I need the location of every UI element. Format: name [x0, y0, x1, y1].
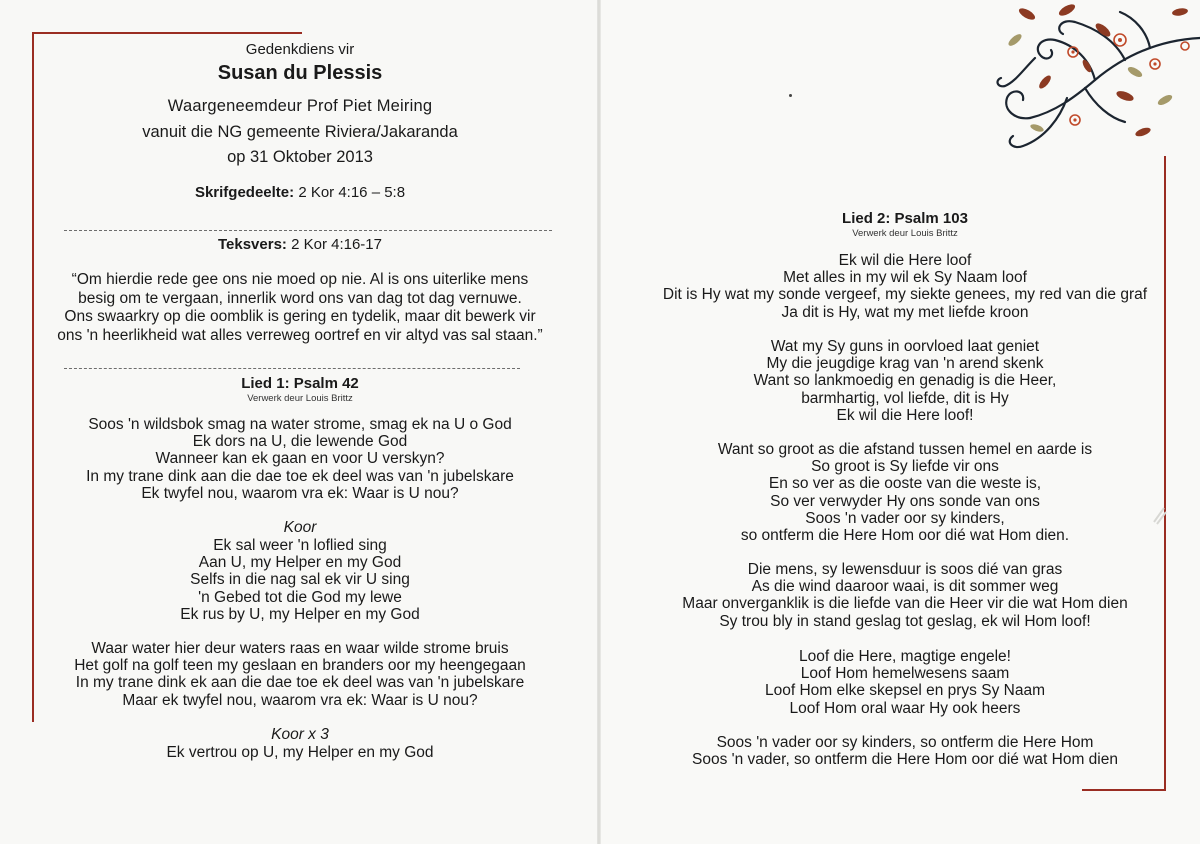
lyric-line: Soos 'n vader oor sy kinders,: [805, 509, 1005, 527]
lyric-line: Aan U, my Helper en my God: [198, 554, 402, 572]
textvers-quote: [40, 271, 560, 345]
lyric-line: Ja dit is Hy, wat my met liefde kroon: [781, 303, 1029, 321]
lyric-line: So ver verwyder Hy ons sonde van ons: [770, 492, 1040, 510]
congregation-line: vanuit die NG gemeente Riviera/Jakaranda: [142, 123, 458, 141]
song1-chorus-repeat-label: Koor x 3: [271, 726, 329, 743]
lyric-line: Met alles in my wil ek Sy Naam loof: [783, 269, 1027, 287]
song2-credit: Verwerk deur Louis Brittz: [852, 228, 958, 239]
lyric-line: Loof Hom hemelwesens saam: [800, 665, 1010, 683]
lyric-line: Ek wil die Here loof: [838, 252, 972, 269]
song1-verse2: [40, 640, 560, 709]
lyric-line: Soos 'n vader oor sy kinders, so ontferm die Here Hom: [716, 734, 1094, 751]
lyric-line: Dit is Hy wat my sonde vergeef, my siekte genees, my red van die graf: [662, 286, 1148, 304]
lyric-line: In my trane dink aan die dae toe ek deel was van 'n jubelskare: [86, 467, 514, 485]
lyric-line: Loof die Here, magtige engele!: [799, 648, 1011, 665]
page-fold: [597, 0, 601, 844]
lyric-line: Soos 'n vader, so ontferm die Here Hom oor dié wat Hom dien: [692, 751, 1118, 769]
paper-speck: [789, 94, 792, 97]
lyric-line: My die jeugdige krag van 'n arend skenk: [766, 355, 1044, 373]
song2-verse5: [620, 648, 1190, 717]
quote-line: besig om te vergaan, innerlik word ons van dag tot dag vernuwe.: [78, 289, 522, 307]
service-date: op 31 Oktober 2013: [227, 148, 373, 166]
lyric-line: In my trane dink ek aan die dae toe ek deel was van 'n jubelskare: [75, 674, 525, 692]
lyric-line: Selfs in die nag sal ek vir U sing: [190, 571, 410, 589]
song2-verse1: [620, 252, 1190, 321]
lyric-line: Loof Hom elke skepsel en prys Sy Naam: [765, 682, 1045, 700]
lyric-line: 'n Gebed tot die God my lewe: [198, 588, 402, 606]
quote-line: ons 'n heerlikheid wat alles verreweg oortref en vir altyd vas sal staan.”: [57, 326, 543, 344]
song2-title: Lied 2: Psalm 103: [842, 210, 968, 227]
lyric-line: Die mens, sy lewensduur is soos dié van gras: [747, 561, 1063, 578]
lyric-line: Wat my Sy guns in oorvloed laat geniet: [770, 338, 1040, 355]
lyric-line: Ek twyfel nou, waarom vra ek: Waar is U nou?: [141, 484, 459, 502]
song2-verse2: [620, 338, 1190, 424]
textvers-label: Teksvers:: [217, 236, 287, 253]
paper-mark: [1150, 500, 1170, 528]
lyric-line: Loof Hom oral waar Hy ook heers: [789, 699, 1021, 717]
lyric-line: Ek rus by U, my Helper en my God: [180, 605, 420, 623]
lyric-line: Ek vertrou op U, my Helper en my God: [166, 744, 434, 761]
lyric-line: En so ver as die ooste van die weste is,: [768, 475, 1042, 493]
lyric-line: Ek wil die Here loof!: [836, 406, 974, 424]
quote-line: “Om hierdie rede gee ons nie moed op nie. Al is ons uiterlike mens: [71, 271, 529, 288]
deceased-name: Susan du Plessis: [217, 62, 383, 84]
memorial-label: Gedenkdiens vir: [245, 41, 355, 58]
divider-top: [64, 230, 552, 231]
officiant-line: Waargeneemdeur Prof Piet Meiring: [167, 97, 433, 115]
song1-chorus-label: Koor: [283, 519, 317, 536]
lyric-line: Want so lankmoedig en genadig is die Heer,: [753, 372, 1057, 390]
lyric-line: Maar onverganklik is die liefde van die Heer vir die wat Hom dien: [682, 595, 1128, 613]
scripture-label: Skrifgedeelte:: [194, 184, 295, 201]
lyric-line: barmhartig, vol liefde, dit is Hy: [801, 389, 1009, 407]
scripture-line: [40, 184, 560, 201]
lyric-line: So groot is Sy liefde vir ons: [811, 458, 999, 476]
song2-verse3: [620, 441, 1190, 544]
lyric-line: Wanneer kan ek gaan en voor U verskyn?: [155, 450, 445, 468]
song2-verse4: [620, 561, 1190, 630]
song1-chorus: [40, 537, 560, 623]
song1-title: Lied 1: Psalm 42: [241, 375, 359, 392]
textvers-line: [40, 236, 560, 253]
divider-bottom: [64, 368, 520, 369]
lyric-line: As die wind daaroor waai, is dit sommer weg: [751, 578, 1059, 596]
song1-credit: Verwerk deur Louis Brittz: [247, 393, 353, 404]
quote-line: Ons swaarkry op die oomblik is gering en tydelik, maar dit bewerk vir: [64, 308, 536, 325]
lyric-line: Ek sal weer 'n loflied sing: [213, 537, 387, 554]
lyric-line: Soos 'n wildsbok smag na water strome, smag ek na U o God: [88, 416, 512, 433]
lyric-line: Het golf na golf teen my geslaan en branders oor my heengegaan: [74, 657, 526, 675]
lyric-line: Maar ek twyfel nou, waarom vra ek: Waar is U nou?: [122, 691, 478, 709]
lyric-line: Ek dors na U, die lewende God: [192, 433, 408, 451]
lyric-line: so ontferm die Here Hom oor dié wat Hom dien.: [740, 527, 1070, 545]
scripture-ref: 2 Kor 4:16 – 5:8: [298, 184, 406, 201]
song1-ending: [40, 744, 560, 761]
lyric-line: Waar water hier deur waters raas en waar wilde strome bruis: [91, 640, 509, 657]
song1-verse1: [40, 416, 560, 502]
lyric-line: Sy trou bly in stand geslag tot geslag, ek wil Hom loof!: [719, 612, 1091, 630]
textvers-ref: 2 Kor 4:16-17: [291, 236, 382, 253]
lyric-line: Want so groot as die afstand tussen hemel en aarde is: [717, 441, 1093, 458]
song2-verse6: [620, 734, 1190, 768]
floral-swirl-ornament-icon: [975, 0, 1200, 150]
